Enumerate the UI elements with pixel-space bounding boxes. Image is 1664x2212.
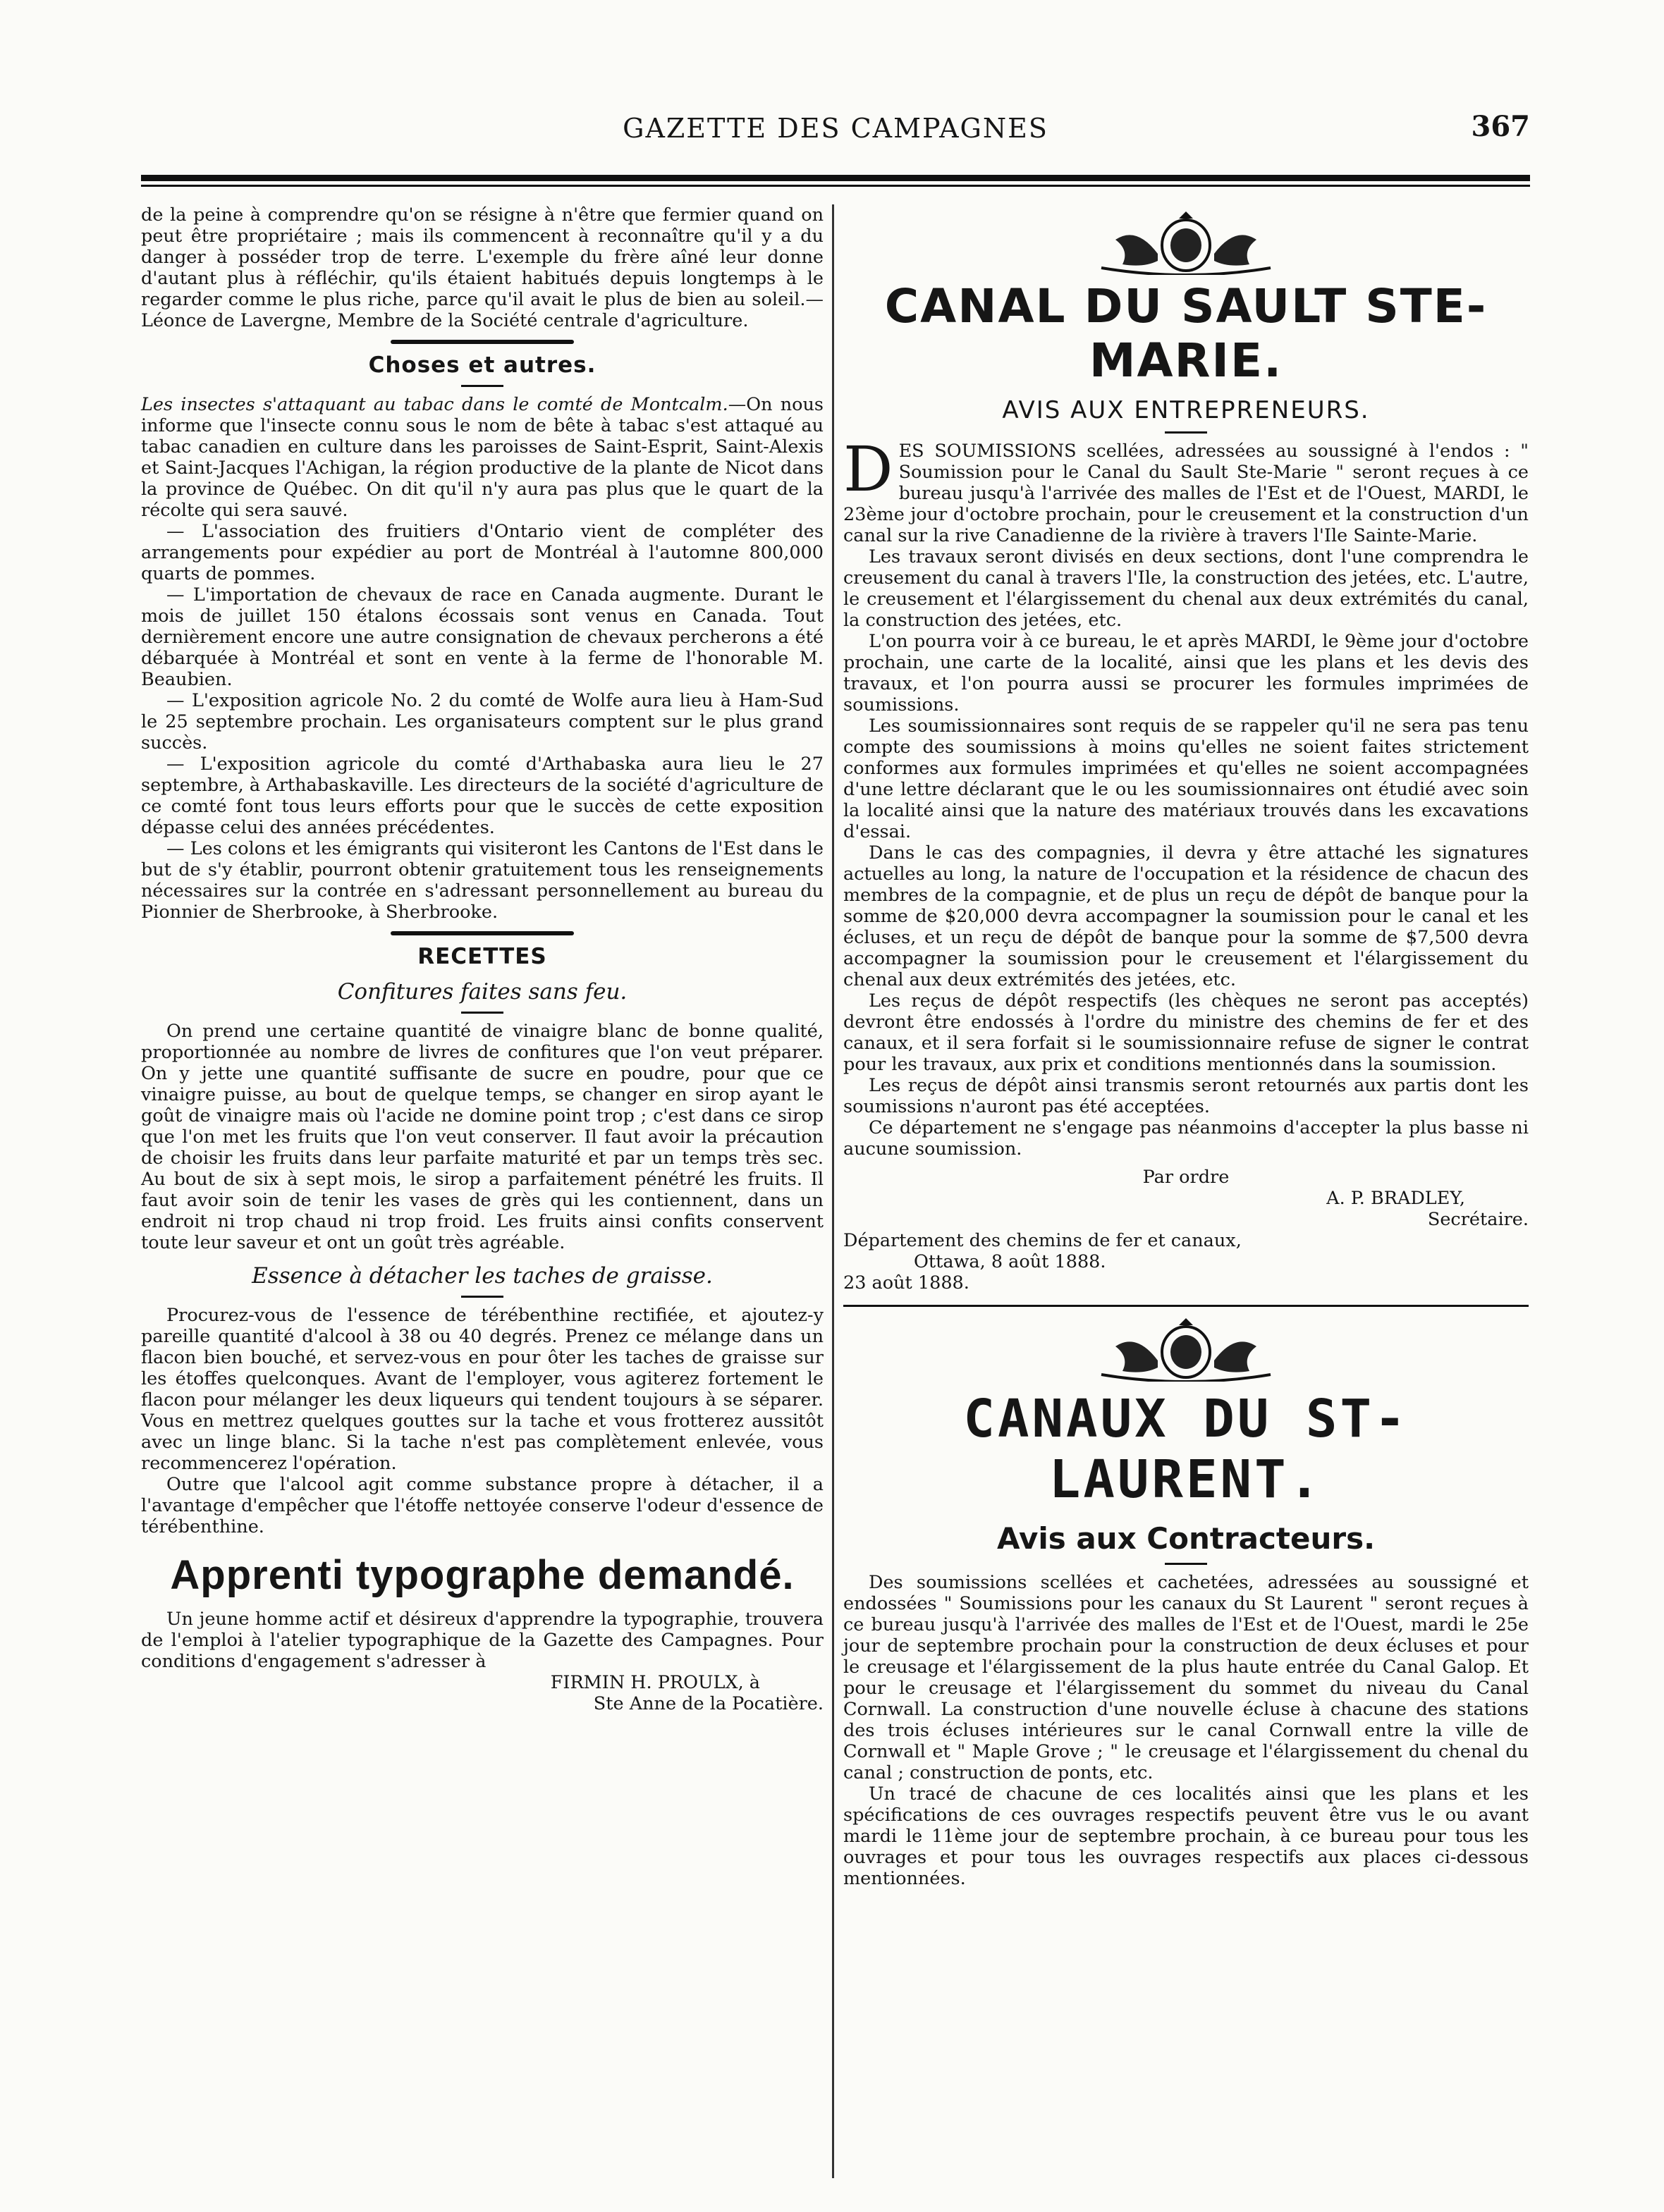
- section-rule: [843, 1305, 1529, 1307]
- choses-paragraph-3: — L'importation de chevaux de race en Canada augmente. Durant le mois de juillet 150 étalons écossais sont venus en Canada. Tout dernièrement encore une autre consignation de chevaux percherons a été débarquée à Montréal et sont en vente à la ferme de l'honorable M. Beaubien.: [141, 584, 824, 690]
- confitures-paragraph: On prend une certaine quantité de vinaigre blanc de bonne qualité, proportionnée au nombre de livres de confitures que l'on veut préparer. On y jette une quantité suffisante de sucre en poudre, pour que ce vinaigre puisse, au bout de quelque temps, se changer en sirop ayant le goût de vinaigre mais où l'acide ne domine point trop ; c'est dans ce sirop que l'on met les fruits que l'on veut conserver. Il faut avoir la précaution de choisir les fruits dans leur parfaite maturité et par un temps très sec. Au bout de six à sept mois, le sirop a parfaitement pénétré les fruits. Il faut avoir soin de tenir les vases de grès qui les contiennent, dans un endroit ni trop chaud ni trop froid. Les fruits ainsi confits conservent toute leur saveur et ont un goût très agréable.: [141, 1021, 824, 1253]
- apprenti-heading: Apprenti typographe demandé.: [170, 1552, 795, 1598]
- essence-paragraph-2: Outre que l'alcool agit comme substance propre à détacher, il a l'avantage d'empêcher que l'étoffe nettoyée conserve l'odeur d'essence de térébenthine.: [141, 1474, 824, 1537]
- decorative-rule: [391, 931, 574, 935]
- canal-paragraph-5: Dans le cas des compagnies, il devra y être attaché les signatures actuelles au long, la nature de l'occupation et la résidence de chacun des membres de la compagnie, et de plus un reçu de dépôt de banque pour la somme de $20,000 devra accompagner la soumission pour le canal et les écluses, et un reçu de dépôt de banque pour la somme de $7,500 devra accompagner la soumission pour le creusement et l'élargissement du chenal aux deux extrémités des jetées, etc.: [843, 842, 1529, 990]
- short-rule: [1165, 431, 1207, 434]
- canaux-laurent-subheading: Avis aux Contracteurs.: [996, 1521, 1376, 1556]
- choses-paragraph-4: — L'exposition agricole No. 2 du comté de Wolfe aura lieu à Ham-Sud le 25 septembre prochain. Les organisateurs comptent sur le plus grand succès.: [141, 690, 824, 754]
- canal-paragraph-2: Les travaux seront divisés en deux sections, dont l'une comprendra le creusement du canal à travers l'Ile, la construction des jetées, etc. L'autre, le creusement et l'élargissement du chenal aux deux extrémités du canal, la construction des jetées, etc.: [843, 546, 1529, 631]
- royal-arms-icon: [1073, 1318, 1299, 1382]
- royal-arms-icon: [1073, 211, 1299, 275]
- short-rule: [461, 385, 503, 387]
- publication-title: GAZETTE DES CAMPAGNES: [623, 113, 1048, 144]
- page-number: 367: [1471, 110, 1530, 143]
- canal-place-date: Ottawa, 8 août 1888.: [914, 1251, 1106, 1272]
- canal-paragraph-1: [843, 433, 1529, 546]
- short-rule: [1165, 1563, 1207, 1565]
- laurent-paragraph-2: Un tracé de chacune de ces localités ainsi que les plans et les spécifications de ces ouvrages respectifs peuvent être vus le ou avant mardi le 11ème jour de septembre prochain, à ce bureau pour tous les ouvrages et pour tous les ouvrages respectifs aux places ci-dessous mentionnées.: [843, 1783, 1529, 1889]
- short-rule: [461, 1012, 503, 1014]
- canal-signer-role: Secrétaire.: [1427, 1209, 1529, 1230]
- header-rule: [141, 175, 1530, 181]
- canal-paragraph-3: L'on pourra voir à ce bureau, le et après MARDI, le 9ème jour d'octobre prochain, une carte de la localité, ainsi que les plans et les devis des travaux, et l'on pourra aussi se procurer les formules imprimées de soumissions.: [843, 631, 1529, 715]
- choses-paragraph-5: — L'exposition agricole du comté d'Arthabaska aura lieu le 27 septembre, à Arthabaskaville. Les directeurs de la société d'agriculture de ce comté font tous leurs efforts pour que le succès de cette exposition dépasse celui des années précédentes.: [141, 754, 824, 838]
- decorative-rule: [391, 340, 574, 344]
- choses-paragraph-1: [141, 394, 824, 521]
- apprenti-paragraph: Un jeune homme actif et désireux d'apprendre la typographie, trouvera de l'emploi à l'atelier typographique de la Gazette des Campagnes. Pour conditions d'engagement s'adresser à: [141, 1609, 824, 1672]
- choses-paragraph-6: — Les colons et les émigrants qui visiteront les Cantons de l'Est dans le but de s'y établir, pourront obtenir gratuitement tous les renseignements nécessaires sur la contrée en s'adressant personnellement au bureau du Pionnier de Sherbrooke, à Sherbrooke.: [141, 838, 824, 923]
- apprenti-signature-place: Ste Anne de la Pocatière.: [593, 1693, 824, 1714]
- canal-signer: A. P. BRADLEY,: [1326, 1188, 1465, 1209]
- right-column: [843, 204, 1529, 1889]
- canal-sault-subheading: AVIS AUX ENTREPRENEURS.: [1002, 396, 1370, 424]
- essence-heading: Essence à détacher les taches de graisse.: [252, 1263, 713, 1289]
- running-header: [141, 106, 1530, 155]
- canal-department: Département des chemins de fer et canaux,: [843, 1230, 1242, 1251]
- confitures-heading: Confitures faites sans feu.: [337, 979, 628, 1004]
- canal-paragraph-4: Les soumissionnaires sont requis de se rappeler qu'il ne sera pas tenu compte des soumissions à moins qu'elles ne soient faites strictement conformes aux formules imprimées et qu'elles ne soient accompagnées d'une lettre déclarant que le ou les soumissionnaires ont étudié avec soin la localité ainsi que la nature des matériaux trouvés dans les excavations d'essai.: [843, 715, 1529, 842]
- essence-paragraph-1: Procurez-vous de l'essence de térébenthine rectifiée, et ajoutez-y pareille quantité d'alcool à 38 ou 40 degrés. Prenez ce mélange dans un flacon bien bouché, et servez-vous en pour ôter les taches de graisse sur les étoffes quelconques. Avant de l'employer, vous agiterez fortement le flacon pour mélanger les deux liqueurs qui tendent toujours à se séparer. Vous en mettrez quelques gouttes sur la tache et vous frotterez aussitôt avec un linge blanc. Si la tache n'est pas complètement enlevée, vous recommencerez l'opération.: [141, 1305, 824, 1474]
- intro-paragraph: de la peine à comprendre qu'on se résigne à n'être que fermier quand on peut être propriétaire ; mais ils commencent à reconnaître qu'il y a du danger à posséder trop de terre. L'exemple du frère aîné leur donne d'autant plus à réfléchir, qu'ils étaient habitués depuis longtemps à le regarder comme le plus riche, parce qu'il avait le plus de bien au soleil.—Léonce de Lavergne, Membre de la Société centrale d'agriculture.: [141, 204, 824, 331]
- choses-text-1: —On nous informe que l'insecte connu sous le nom de bête à tabac s'est attaqué au tabac canadien en culture dans les paroisses de Saint-Esprit, Saint-Alexis et Saint-Jacques l'Achigan, la région productive de la plante de Nicot dans la province de Québec. On dit qu'il n'y aura pas plus que le quart de la récolte qui sera sauvé.: [141, 394, 824, 521]
- canal-date: 23 août 1888.: [843, 1272, 969, 1294]
- recettes-heading: RECETTES: [417, 944, 547, 969]
- canal-sault-headline: CANAL DU SAULT STE-MARIE.: [884, 279, 1488, 388]
- header-rule-thin: [141, 185, 1530, 187]
- left-column: [141, 204, 824, 1714]
- canal-text-1: ES SOUMISSIONS scellées, adressées au soussigné à l'endos : " Soumission pour le Canal du Sault Ste-Marie " seront reçues à ce bureau jusqu'à l'arrivée des malles de l'Est et de l'Ouest, MARDI, le 23ème jour d'octobre prochain, pour le creusement et la construction d'un canal sur la rive Canadienne de la rivière à travers l'Ile Sainte-Marie.: [843, 441, 1529, 546]
- choses-heading: Choses et autres.: [368, 352, 597, 378]
- drop-cap: D: [843, 433, 893, 505]
- column-divider: [832, 204, 834, 2178]
- apprenti-signature-name: FIRMIN H. PROULX, à: [550, 1672, 760, 1693]
- laurent-paragraph-1: Des soumissions scellées et cachetées, adressées au soussigné et endossées " Soumissions pour les canaux du St Laurent " seront reçues à ce bureau jusqu'à l'arrivée des malles de l'Est et de l'Ouest, mardi le 25e jour de septembre prochain pour la construction de deux écluses et pour le creusage et l'élargissement de la plus haute entrée du Canal Galop. Et pour le creusage et l'élargissement du sommet du niveau du Canal Cornwall. La construction d'une nouvelle écluse à chacune des stations des trois écluses intérieures sur le canal Cornwall entre la ville de Cornwall et " Maple Grove ; " le creusage et l'élargissement du chenal du canal ; construction de ponts, etc.: [843, 1572, 1529, 1783]
- canal-paragraph-8: Ce département ne s'engage pas néanmoins d'accepter la plus basse ni aucune soumission.: [843, 1117, 1529, 1160]
- short-rule: [461, 1296, 503, 1298]
- choses-lead: Les insectes s'attaquant au tabac dans le comté de Montcalm.: [141, 394, 728, 415]
- canal-paragraph-7: Les reçus de dépôt ainsi transmis seront retournés aux partis dont les soumissions n'auront pas été acceptées.: [843, 1075, 1529, 1117]
- choses-paragraph-2: — L'association des fruitiers d'Ontario vient de compléter des arrangements pour expédier au port de Montréal à l'automne 800,000 quarts de pommes.: [141, 521, 824, 584]
- canal-paragraph-6: Les reçus de dépôt respectifs (les chèques ne seront pas acceptés) devront être endossés à l'ordre du ministre des chemins de fer et des canaux, et il sera forfait si le soumissionnaire refuse de signer le contrat pour les travaux, aux prix et conditions mentionnés dans la soumission.: [843, 990, 1529, 1075]
- canaux-laurent-headline: CANAUX DU ST-LAURENT.: [963, 1389, 1409, 1510]
- canal-order: Par ordre: [1142, 1167, 1230, 1188]
